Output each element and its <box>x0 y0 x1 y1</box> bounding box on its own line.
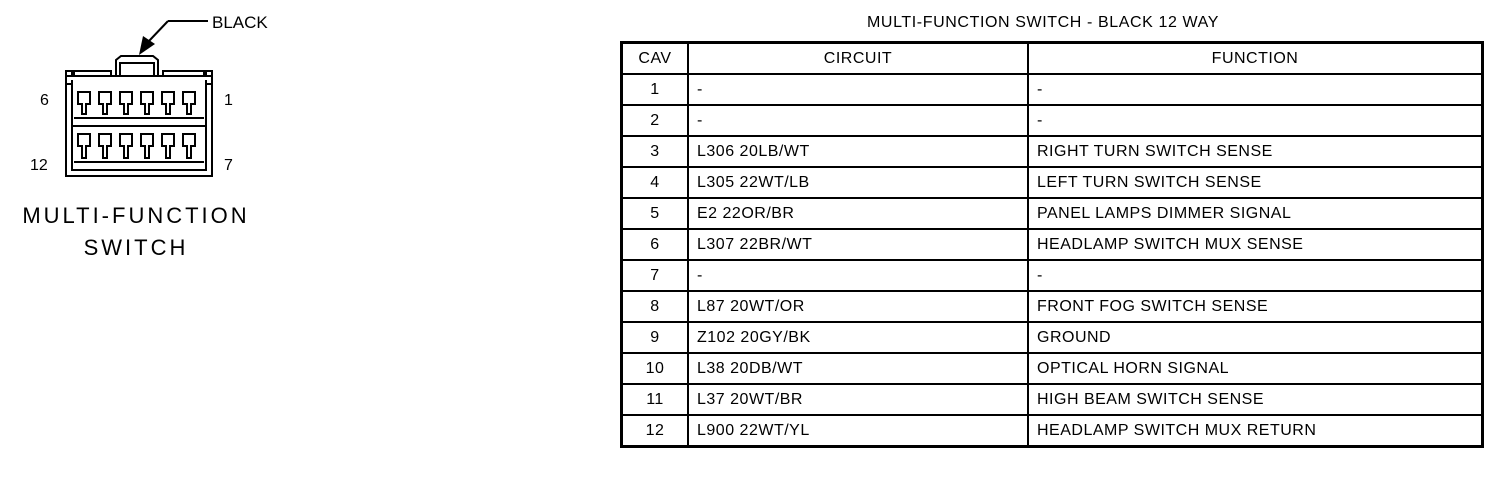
cell-cav: 5 <box>622 198 689 229</box>
cell-circuit: Z102 20GY/BK <box>688 322 1028 353</box>
table-row <box>622 415 1483 447</box>
cell-cav: 1 <box>622 74 689 105</box>
cell-function: - <box>1028 260 1483 291</box>
cell-cav: 9 <box>622 322 689 353</box>
cell-function: HEADLAMP SWITCH MUX SENSE <box>1028 229 1483 260</box>
table-row <box>622 291 1483 322</box>
connector-name-line2: SWITCH <box>83 235 189 260</box>
leader-arrow <box>139 21 208 55</box>
cell-cav: 3 <box>622 136 689 167</box>
table-title: MULTI-FUNCTION SWITCH - BLACK 12 WAY <box>867 14 1219 31</box>
connector-drawing <box>0 0 300 200</box>
pin-label-bottom-left: 12 <box>30 157 48 174</box>
cell-circuit: L900 22WT/YL <box>688 415 1028 447</box>
cell-function: FRONT FOG SWITCH SENSE <box>1028 291 1483 322</box>
cell-cav: 10 <box>622 353 689 384</box>
header-function: FUNCTION <box>1028 43 1483 75</box>
cell-circuit: - <box>688 74 1028 105</box>
cell-circuit: L87 20WT/OR <box>688 291 1028 322</box>
table-row <box>622 229 1483 260</box>
table-row <box>622 167 1483 198</box>
cell-circuit: L37 20WT/BR <box>688 384 1028 415</box>
cell-cav: 6 <box>622 229 689 260</box>
cell-cav: 11 <box>622 384 689 415</box>
header-circuit: CIRCUIT <box>688 43 1028 75</box>
cell-cav: 2 <box>622 105 689 136</box>
pin-label-bottom-right: 7 <box>224 157 233 174</box>
cell-function: GROUND <box>1028 322 1483 353</box>
cell-function: LEFT TURN SWITCH SENSE <box>1028 167 1483 198</box>
cell-function: RIGHT TURN SWITCH SENSE <box>1028 136 1483 167</box>
cell-function: - <box>1028 105 1483 136</box>
table-row <box>622 384 1483 415</box>
connector-name-line1: MULTI-FUNCTION <box>22 203 250 228</box>
cavity-row-top <box>74 92 204 118</box>
pinout-table <box>620 41 1484 448</box>
cell-circuit: L306 20LB/WT <box>688 136 1028 167</box>
table-row <box>622 198 1483 229</box>
table-row <box>622 322 1483 353</box>
pin-label-top-left: 6 <box>40 92 49 109</box>
connector-color-label: BLACK <box>212 13 268 32</box>
table-row <box>622 136 1483 167</box>
header-cav: CAV <box>622 43 689 75</box>
table-row <box>622 105 1483 136</box>
cell-cav: 4 <box>622 167 689 198</box>
cell-cav: 7 <box>622 260 689 291</box>
cell-circuit: L307 22BR/WT <box>688 229 1028 260</box>
cell-circuit: L38 20DB/WT <box>688 353 1028 384</box>
cell-circuit: - <box>688 105 1028 136</box>
cell-function: HEADLAMP SWITCH MUX RETURN <box>1028 415 1483 447</box>
cell-function: - <box>1028 74 1483 105</box>
cell-function: PANEL LAMPS DIMMER SIGNAL <box>1028 198 1483 229</box>
table-row <box>622 260 1483 291</box>
cavity-row-bottom <box>74 134 204 162</box>
pin-label-top-right: 1 <box>224 92 233 109</box>
cell-function: OPTICAL HORN SIGNAL <box>1028 353 1483 384</box>
table-row <box>622 74 1483 105</box>
cell-cav: 8 <box>622 291 689 322</box>
cell-circuit: L305 22WT/LB <box>688 167 1028 198</box>
table-row <box>622 353 1483 384</box>
cell-cav: 12 <box>622 415 689 447</box>
cell-circuit: - <box>688 260 1028 291</box>
cell-function: HIGH BEAM SWITCH SENSE <box>1028 384 1483 415</box>
cell-circuit: E2 22OR/BR <box>688 198 1028 229</box>
connector-diagram <box>0 0 300 300</box>
table-header-row <box>622 43 1483 75</box>
